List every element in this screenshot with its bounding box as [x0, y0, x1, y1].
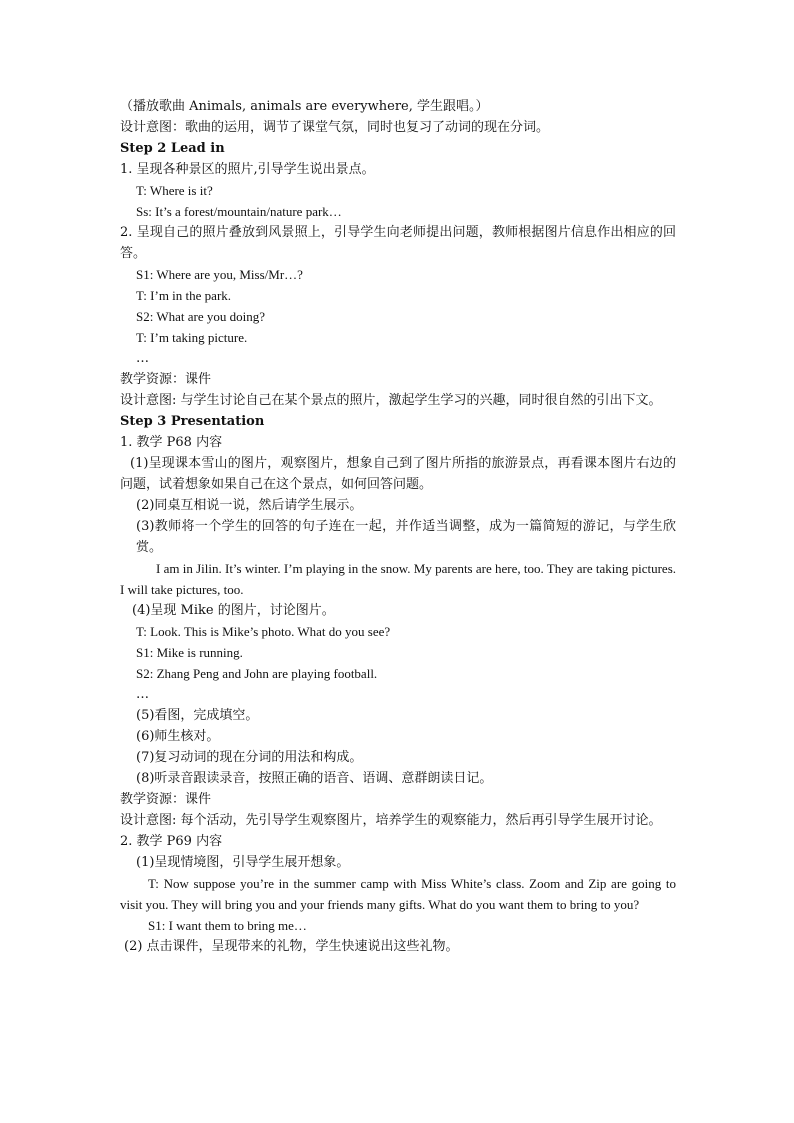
design-intent-1: 设计意图：歌曲的运用，调节了课堂气氛，同时也复习了动词的现在分词。 [120, 120, 550, 135]
student-reply: S1: I want them to bring me… [148, 918, 307, 933]
dialogue-line: T: Where is it? [136, 183, 213, 198]
p69-activity-2: (2) 点击课件，呈现带来的礼物，学生快速说出这些礼物。 [124, 939, 459, 954]
teaching-resource-1: 教学资源：课件 [120, 372, 212, 387]
dialogue-line: Ss: It’s a forest/mountain/nature park… [136, 204, 342, 219]
teaching-resource-2: 教学资源：课件 [120, 792, 212, 807]
dialogue-line: S1: Mike is running. [136, 645, 243, 660]
design-intent-3: 设计意图: 每个活动，先引导学生观察图片，培养学生的观察能力，然后再引导学生展开讨论。 [120, 813, 662, 828]
design-intent-2: 设计意图: 与学生讨论自己在某个景点的照片，激起学生学习的兴趣，同时很自然的引出下文。 [120, 393, 662, 408]
activity-1: (1)呈现课本雪山的图片，观察图片，想象自己到了图片所指的旅游景点，再看课本图片右边的问题，试着想象如果自己在这个景点，如何回答问题。 [120, 456, 676, 492]
dialogue-line: T: Look. This is Mike’s photo. What do you see? [136, 624, 391, 639]
dialogue-line: S2: What are you doing? [136, 309, 266, 324]
activity-5: (5)看图，完成填空。 [136, 708, 259, 723]
dialogue-line: T: I’m in the park. [136, 288, 232, 303]
document-page [120, 96, 676, 957]
activity-8: (8)听录音跟读录音，按照正确的语音、语调、意群朗读日记。 [136, 771, 493, 786]
activity-3 [120, 516, 676, 558]
presentation-item-2: 2. 教学 P69 内容 [120, 834, 223, 849]
activity-6: (6)师生核对。 [136, 729, 220, 744]
dialogue-line: T: I’m taking picture. [136, 330, 248, 345]
travel-diary: I am in Jilin. It’s winter. I’m playing in the snow. My parents are here, too. They are taking pictures. I will take pictures, too. [120, 561, 676, 597]
step-3-heading: Step 3 Presentation [120, 414, 265, 429]
activity-7: (7)复习动词的现在分词的用法和构成。 [136, 750, 363, 765]
lead-in-item-2: 2. 呈现自己的照片叠放到风景照上，引导学生向老师提出问题，教师根据图片信息作出相应的回答。 [120, 225, 676, 261]
presentation-item-1: 1. 教学 P68 内容 [120, 435, 223, 450]
dialogue-line: S1: Where are you, Miss/Mr…? [136, 267, 303, 282]
lead-in-item-1: 1. 呈现各种景区的照片,引导学生说出景点。 [120, 162, 375, 177]
ellipsis: … [136, 687, 149, 702]
activity-3-text: (3)教师将一个学生的回答的句子连在一起，并作适当调整，成为一篇简短的游记，与学生欣赏。 [136, 519, 676, 555]
song-note: （播放歌曲 Animals, animals are everywhere, 学生跟唱。） [120, 99, 489, 114]
step-2-heading: Step 2 Lead in [120, 141, 225, 156]
activity-2: (2)同桌互相说一说，然后请学生展示。 [136, 498, 363, 513]
ellipsis: … [136, 351, 149, 366]
activity-4: (4)呈现 Mike 的图片，讨论图片。 [132, 603, 335, 618]
p69-activity-1: (1)呈现情境图，引导学生展开想象。 [136, 855, 350, 870]
dialogue-line: S2: Zhang Peng and John are playing football. [136, 666, 378, 681]
teacher-prompt: T: Now suppose you’re in the summer camp with Miss White’s class. Zoom and Zip are going to visit you. They will bring you and your friends many gifts. What do you want them to bring to you? [120, 876, 676, 912]
